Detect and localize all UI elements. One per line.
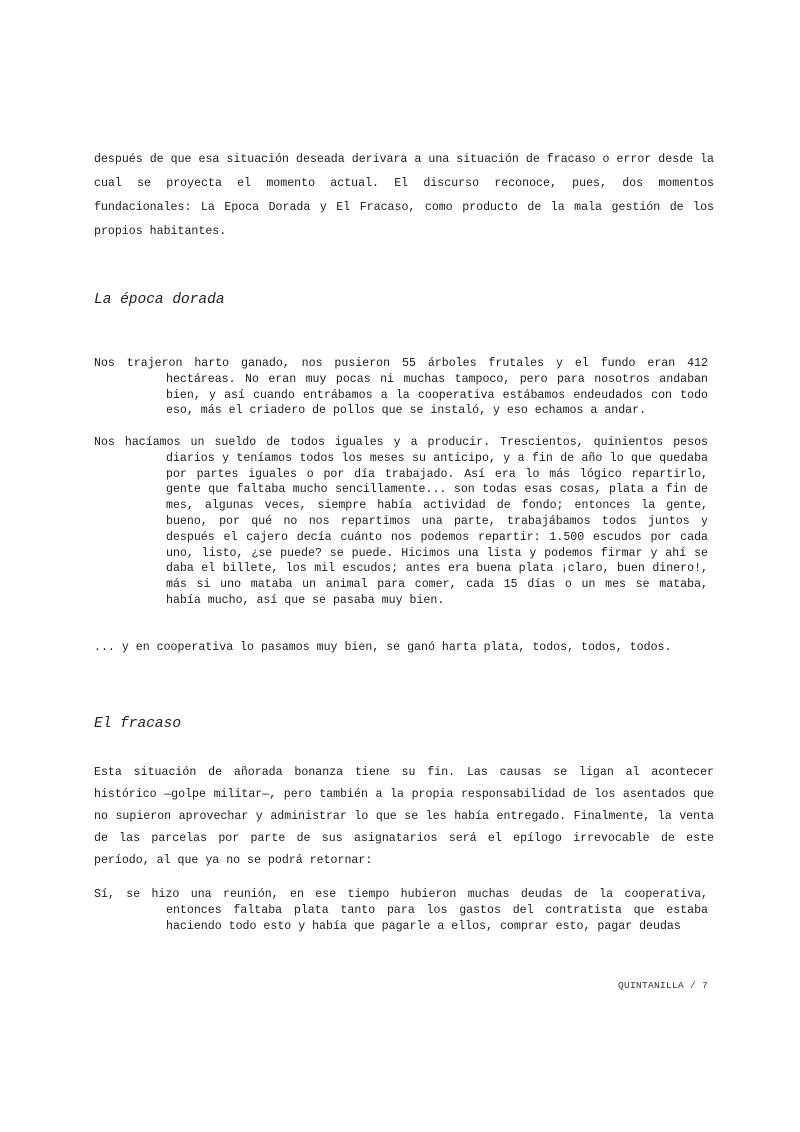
testimony-quote-1: Nos trajeron harto ganado, nos pusieron 55 árboles frutales y el fundo eran 412 hectáreas. No eran muy pocas ni muchas tampoco, pero para nosotros andaban bien, y así cuando entrábamos a la cooperativa estábamos endeudados con todo eso, más el criadero de pollos que se instaló, y eso echamos a andar.: [94, 357, 708, 418]
testimony-quote-4: Sí, se hizo una reunión, en ese tiempo hubieron muchas deudas de la cooperativa, entonces faltaba plata tanto para los gastos del contratista que estaba haciendo todo esto y había que pagarle a ellos, comprar esto, pagar deudas: [94, 888, 708, 933]
running-footer: QUINTANILLA / 7: [617, 980, 708, 991]
intro-paragraph: después de que esa situación deseada derivara a una situación de fracaso o error desde la cual se proyecta el momento actual. El discurso reconoce, pues, dos momentos fundacionales: La Epoca Dorada y El Fracaso, como producto de la mala gestión de los propios habitantes.: [94, 153, 714, 238]
fracaso-paragraph: Esta situación de añorada bonanza tiene su fin. Las causas se ligan al acontecer histórico —golpe militar—, pero también a la propia responsabilidad de los asentados que no supieron aprovechar y administrar lo que se les había entregado. Finalmente, la venta de las parcelas por parte de sus asignatarios será el epílogo irrevocable de este período, al que ya no se podrá retornar:: [94, 766, 714, 867]
section-heading-epoca-dorada: La época dorada: [94, 292, 225, 308]
testimony-quote-2: Nos hacíamos un sueldo de todos iguales y a producir. Trescientos, quinientos pesos diarios y teníamos todos los meses su anticipo, y a fin de año lo que quedaba por partes iguales o por día trabajado. Así era lo más lógico repartirlo, gente que faltaba mucho sencillamente... son todas esas cosas, plata a fin de mes, algunas veces, siempre había actividad de fondo; entonces la gente, bueno, por qué no nos repartimos una parte, trabajábamos todos juntos y después el cajero decía cuánto nos podemos repartir: 1.500 escudos por cada uno, listo, ¿se puede? se puede. Hicimos una lista y podemos firmar y ahí se daba el billete, los mil escudos; antes era buena plata ¡claro, buen dinero!, más si uno mataba un animal para comer, cada 15 días o un mes se mataba, había mucho, así que se pasaba muy bien.: [94, 436, 708, 607]
section-heading-fracaso: El fracaso: [94, 716, 182, 732]
testimony-quote-3: ... y en cooperativa lo pasamos muy bien, se ganó harta plata, todos, todos, todos.: [94, 641, 672, 654]
